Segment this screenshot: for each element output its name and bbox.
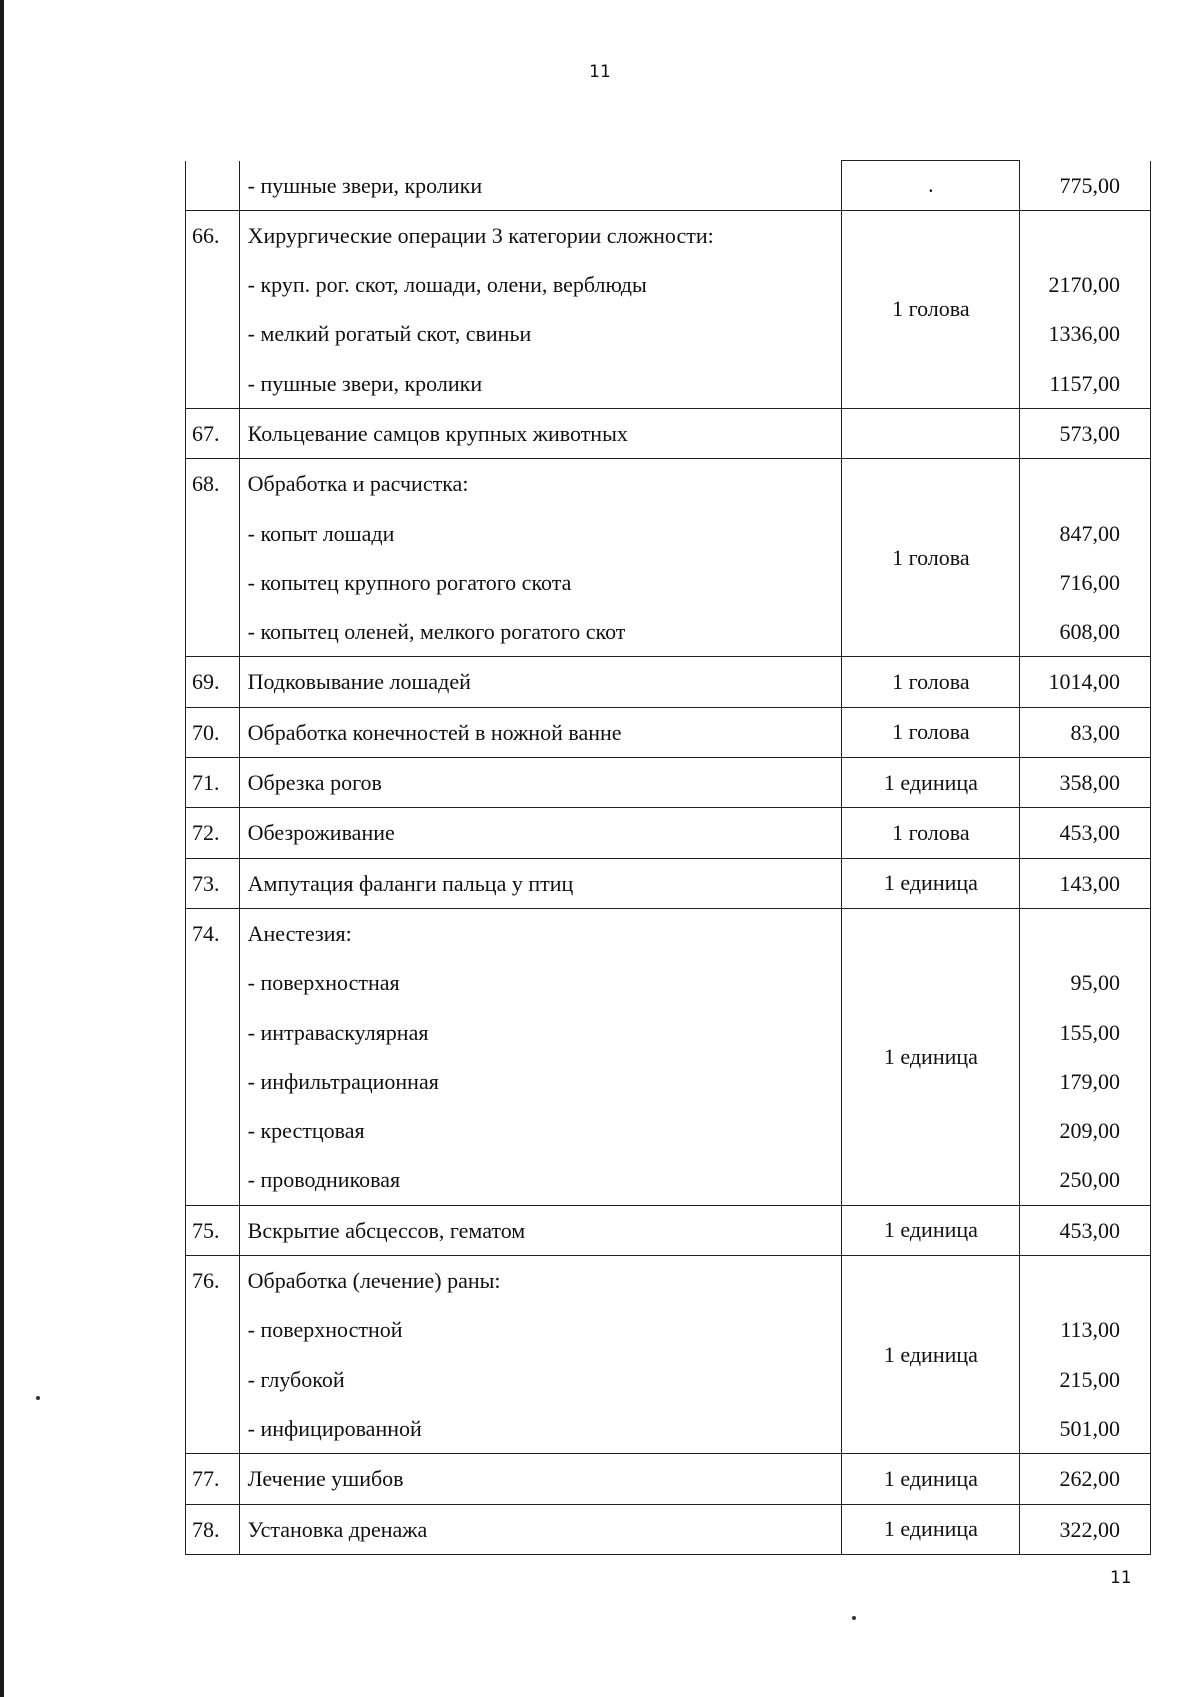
row-number-cell: [186, 1205, 240, 1255]
row-number: 77.: [192, 1466, 220, 1492]
row-number: 74.: [192, 920, 220, 946]
row-number-cell: [186, 161, 240, 211]
table-row: [186, 161, 1151, 211]
row-number-cell: [186, 1504, 240, 1554]
price-value: 155,00: [1059, 1019, 1120, 1045]
unit-cell: [842, 1504, 1020, 1554]
price-value: 143,00: [1059, 870, 1120, 896]
price-value: 215,00: [1059, 1366, 1120, 1392]
service-name-cell: [239, 758, 842, 808]
service-name-cell: [239, 408, 842, 458]
unit-cell: [842, 1205, 1020, 1255]
service-subitem: - копытец оленей, мелкого рогатого скот: [247, 619, 626, 645]
price-value: 209,00: [1059, 1118, 1120, 1144]
unit-label: 1 единица: [883, 1465, 978, 1491]
unit-cell: [842, 808, 1020, 858]
row-number-cell: [186, 1454, 240, 1504]
unit-cell: [842, 858, 1020, 908]
service-name-cell: [239, 707, 842, 757]
unit-label: 1 голова: [892, 669, 970, 695]
unit-cell: [842, 408, 1020, 458]
row-number-cell: [186, 908, 240, 1205]
price-cell: [1020, 1205, 1151, 1255]
unit-label: 1 голова: [892, 820, 970, 845]
unit-label: .: [928, 172, 934, 198]
row-number: 68.: [192, 471, 220, 497]
price-cell: [1020, 758, 1151, 808]
row-number-cell: [186, 758, 240, 808]
service-subitem: - проводниковая: [247, 1167, 401, 1193]
service-subitem: - пушные звери, кролики: [247, 172, 483, 198]
service-subitem: - копытец крупного рогатого скота: [247, 569, 572, 595]
service-name-cell: [239, 161, 842, 211]
table-row: [186, 1454, 1151, 1504]
price-value: 1336,00: [1048, 321, 1120, 347]
row-number-cell: [186, 707, 240, 757]
service-subitem: - инфильтрационная: [247, 1068, 439, 1094]
service-title: Обработка (лечение) раны:: [247, 1268, 501, 1294]
service-name-cell: [239, 1504, 842, 1554]
row-number: 76.: [192, 1268, 220, 1294]
service-subitem: - круп. рог. скот, лошади, олени, верблюды: [247, 272, 647, 298]
table-row: [186, 808, 1151, 858]
table-row: [186, 908, 1151, 1205]
row-number: 72.: [192, 820, 220, 846]
price-cell: [1020, 408, 1151, 458]
row-number-cell: [186, 657, 240, 707]
service-name-cell: [239, 459, 842, 657]
unit-cell: [842, 161, 1020, 211]
service-name-cell: [239, 1256, 842, 1454]
price-value: 453,00: [1059, 1217, 1120, 1243]
price-cell: [1020, 459, 1151, 657]
row-number: 69.: [192, 669, 220, 695]
service-name-cell: [239, 908, 842, 1205]
page-number-top: 11: [589, 62, 611, 82]
price-cell: [1020, 1256, 1151, 1454]
unit-cell: [842, 707, 1020, 757]
price-value: 608,00: [1059, 619, 1120, 645]
unit-label: 1 единица: [883, 769, 978, 795]
service-title: Обрезка рогов: [247, 770, 382, 796]
price-cell: [1020, 908, 1151, 1205]
price-value: 179,00: [1059, 1068, 1120, 1094]
service-title: Установка дренажа: [247, 1516, 428, 1542]
price-table-body: [186, 161, 1151, 1555]
price-cell: [1020, 210, 1151, 408]
unit-label: 1 единица: [883, 1341, 978, 1367]
service-subitem: - интраваскулярная: [247, 1019, 429, 1045]
page-number-bottom: 11: [1110, 1568, 1132, 1588]
price-value: 262,00: [1059, 1466, 1120, 1492]
service-subitem: - мелкий рогатый скот, свиньи: [247, 321, 532, 347]
unit-label: 1 единица: [883, 1217, 978, 1243]
service-subitem: - крестцовая: [247, 1118, 365, 1144]
service-subitem: - глубокой: [247, 1366, 345, 1392]
price-cell: [1020, 161, 1151, 211]
row-number: [186, 161, 239, 210]
unit-label: 1 единица: [883, 1043, 978, 1069]
row-number: 71.: [192, 770, 220, 796]
service-title: Ампутация фаланги пальца у птиц: [247, 870, 574, 896]
row-number-cell: [186, 1256, 240, 1454]
price-spacer: [1020, 909, 1150, 958]
row-number: 78.: [192, 1516, 220, 1542]
table-row: [186, 758, 1151, 808]
unit-label: 1 единица: [883, 1516, 978, 1542]
price-value: 847,00: [1059, 520, 1120, 546]
table-row: [186, 408, 1151, 458]
table-row: [186, 210, 1151, 408]
price-cell: [1020, 657, 1151, 707]
price-value: 716,00: [1059, 569, 1120, 595]
price-value: 83,00: [1070, 719, 1120, 745]
service-subitem: - пушные звери, кролики: [247, 370, 483, 396]
unit-cell: [842, 210, 1020, 408]
price-value: 95,00: [1070, 970, 1120, 996]
service-subitem: - поверхностной: [247, 1317, 403, 1343]
unit-label: 1 голова: [892, 544, 970, 570]
unit-cell: [842, 1256, 1020, 1454]
price-table: [185, 160, 1151, 1555]
service-title: Обезроживание: [247, 820, 395, 846]
price-value: 775,00: [1059, 172, 1120, 198]
service-subitem: - копыт лошади: [247, 520, 395, 546]
unit-cell: [842, 758, 1020, 808]
price-value: 453,00: [1059, 820, 1120, 846]
service-title: Подковывание лошадей: [247, 669, 471, 695]
table-row: [186, 1504, 1151, 1554]
row-number: 73.: [192, 870, 220, 896]
unit-cell: [842, 459, 1020, 657]
row-number-cell: [186, 459, 240, 657]
service-title: Обработка конечностей в ножной ванне: [247, 719, 622, 745]
row-number-cell: [186, 408, 240, 458]
row-number-cell: [186, 808, 240, 858]
price-spacer: [1020, 211, 1150, 260]
price-value: 113,00: [1060, 1317, 1120, 1343]
unit-cell: [842, 657, 1020, 707]
table-row: [186, 1205, 1151, 1255]
unit-label: 1 голова: [892, 719, 970, 745]
price-value: 1157,00: [1049, 370, 1120, 396]
table-row: [186, 707, 1151, 757]
price-cell: [1020, 1454, 1151, 1504]
price-cell: [1020, 707, 1151, 757]
price-value: 1014,00: [1048, 669, 1120, 695]
price-value: 501,00: [1059, 1415, 1120, 1441]
row-number-cell: [186, 210, 240, 408]
row-number: 75.: [192, 1217, 220, 1243]
service-subitem: - инфицированной: [247, 1415, 422, 1441]
scan-speck: [852, 1616, 856, 1620]
unit-label: 1 единица: [883, 870, 978, 896]
service-name-cell: [239, 858, 842, 908]
scan-edge: [0, 0, 4, 1697]
row-number: 66.: [192, 222, 220, 248]
service-title: Обработка и расчистка:: [247, 471, 469, 497]
price-value: 322,00: [1059, 1516, 1120, 1542]
price-cell: [1020, 1504, 1151, 1554]
unit-cell: [842, 908, 1020, 1205]
service-subitem: - поверхностная: [247, 970, 400, 996]
service-title: Вскрытие абсцессов, гематом: [247, 1217, 526, 1243]
price-cell: [1020, 858, 1151, 908]
price-value: 2170,00: [1048, 272, 1120, 298]
service-title: Кольцевание самцов крупных животных: [247, 420, 628, 446]
price-value: 250,00: [1059, 1167, 1120, 1193]
service-name-cell: [239, 210, 842, 408]
price-value: 573,00: [1059, 420, 1120, 446]
price-spacer: [1020, 459, 1150, 508]
service-title: Анестезия:: [247, 920, 352, 946]
service-name-cell: [239, 1454, 842, 1504]
row-number: 67.: [192, 420, 220, 446]
table-row: [186, 858, 1151, 908]
service-name-cell: [239, 657, 842, 707]
row-number: 70.: [192, 719, 220, 745]
price-cell: [1020, 808, 1151, 858]
price-value: 358,00: [1059, 770, 1120, 796]
service-title: Лечение ушибов: [247, 1466, 404, 1492]
table-row: [186, 1256, 1151, 1454]
unit-label: 1 голова: [892, 296, 970, 322]
table-row: [186, 459, 1151, 657]
price-spacer: [1020, 1256, 1150, 1305]
scan-speck: [36, 1396, 40, 1400]
service-name-cell: [239, 1205, 842, 1255]
service-name-cell: [239, 808, 842, 858]
row-number-cell: [186, 858, 240, 908]
service-title: Хирургические операции 3 категории сложности:: [247, 222, 714, 248]
table-row: [186, 657, 1151, 707]
unit-cell: [842, 1454, 1020, 1504]
